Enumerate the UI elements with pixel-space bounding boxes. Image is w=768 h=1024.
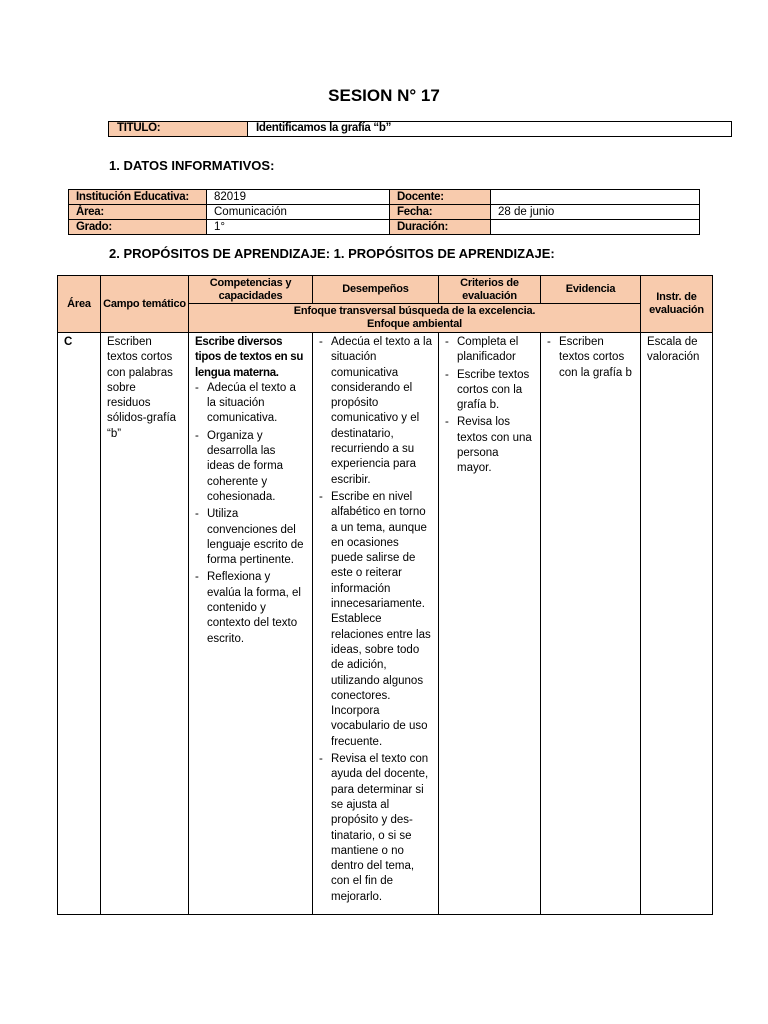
propositos-table bbox=[57, 275, 713, 915]
list-item: - Revisa el texto con ayuda del docente, para determinar si se ajusta al propósito y des-tinatario, o si se mantiene o no dentro del tema, con el fin de mejorarlo. bbox=[319, 752, 432, 905]
row-evidencia bbox=[541, 333, 641, 915]
duracion-label: Duración: bbox=[390, 220, 491, 235]
competencia-title: Escribe diversos tipos de textos en su lengua materna. bbox=[195, 336, 304, 379]
enfoque-cell bbox=[189, 304, 641, 333]
duracion-value bbox=[491, 220, 700, 235]
session-title: SESION N° 17 bbox=[328, 86, 440, 105]
grado-value: 1° bbox=[207, 220, 390, 235]
row-desempenos bbox=[313, 333, 439, 915]
list-item: - Revisa los textos con una persona mayor. bbox=[445, 415, 534, 476]
list-item: - Reflexiona y evalúa la forma, el contenido y contexto del texto escrito. bbox=[195, 570, 306, 646]
list-item: - Escriben textos cortos con la grafía b bbox=[547, 335, 634, 381]
docente-label: Docente: bbox=[390, 190, 491, 205]
titulo-label: TITULO: bbox=[109, 122, 248, 137]
fecha-value: 28 de junio bbox=[491, 205, 700, 220]
docente-value bbox=[491, 190, 700, 205]
row-campo: Escriben textos cortos con palabras sobre residuos sólidos-grafía “b” bbox=[101, 333, 189, 915]
titulo-table bbox=[108, 121, 732, 137]
desempenos-list bbox=[319, 335, 432, 905]
section-datos-heading: 1. DATOS INFORMATIVOS: bbox=[109, 158, 275, 173]
list-item: - Escribe textos cortos con la grafía b. bbox=[445, 368, 534, 414]
row-criterios bbox=[439, 333, 541, 915]
list-item: - Completa el planificador bbox=[445, 335, 534, 366]
header-area: Área bbox=[58, 276, 101, 333]
list-item: - Escribe en nivel alfabético en torno a un tema, aunque en ocasiones puede salirse de este o reiterar información innecesariamente. Establece relaciones entre las ideas, sobre todo de adición, utilizando algunos conectores. Incorpora vocabulario de uso frecuente. bbox=[319, 490, 432, 750]
area-label: Área: bbox=[69, 205, 207, 220]
header-desempenos: Desempeños bbox=[313, 276, 439, 304]
enfoque-line-1: Enfoque transversal búsqueda de la excelencia. bbox=[293, 305, 536, 317]
list-item: - Utiliza convenciones del lenguaje escrito de forma pertinente. bbox=[195, 507, 306, 568]
list-item: - Adecúa el texto a la situación comunicativa considerando el propósito comunicativo y el destinatario, recurriendo a su experiencia para escribir. bbox=[319, 335, 432, 488]
criterios-list bbox=[445, 335, 534, 477]
header-instr: Instr. de evaluación bbox=[641, 276, 713, 333]
header-competencias: Competencias y capacidades bbox=[189, 276, 313, 304]
evidencia-list bbox=[547, 335, 634, 381]
grado-label: Grado: bbox=[69, 220, 207, 235]
row-competencias bbox=[189, 333, 313, 915]
institucion-value: 82019 bbox=[207, 190, 390, 205]
area-value: Comunicación bbox=[207, 205, 390, 220]
header-criterios: Criterios de evaluación bbox=[439, 276, 541, 304]
titulo-value: Identificamos la grafía “b” bbox=[248, 122, 732, 137]
fecha-label: Fecha: bbox=[390, 205, 491, 220]
institucion-label: Institución Educativa: bbox=[69, 190, 207, 205]
header-campo: Campo temático bbox=[101, 276, 189, 333]
list-item: - Adecúa el texto a la situación comunicativa. bbox=[195, 381, 306, 427]
row-instr: Escala de valoración bbox=[641, 333, 713, 915]
row-area: C bbox=[58, 333, 101, 915]
list-item: - Organiza y desarrolla las ideas de forma coherente y cohesionada. bbox=[195, 429, 306, 505]
header-evidencia: Evidencia bbox=[541, 276, 641, 304]
datos-table bbox=[68, 189, 700, 235]
section-propositos-heading: 2. PROPÓSITOS DE APRENDIZAJE: 1. PROPÓSITOS DE APRENDIZAJE: bbox=[109, 246, 555, 261]
enfoque-line-2: Enfoque ambiental bbox=[367, 318, 462, 330]
capacidades-list bbox=[195, 381, 306, 647]
